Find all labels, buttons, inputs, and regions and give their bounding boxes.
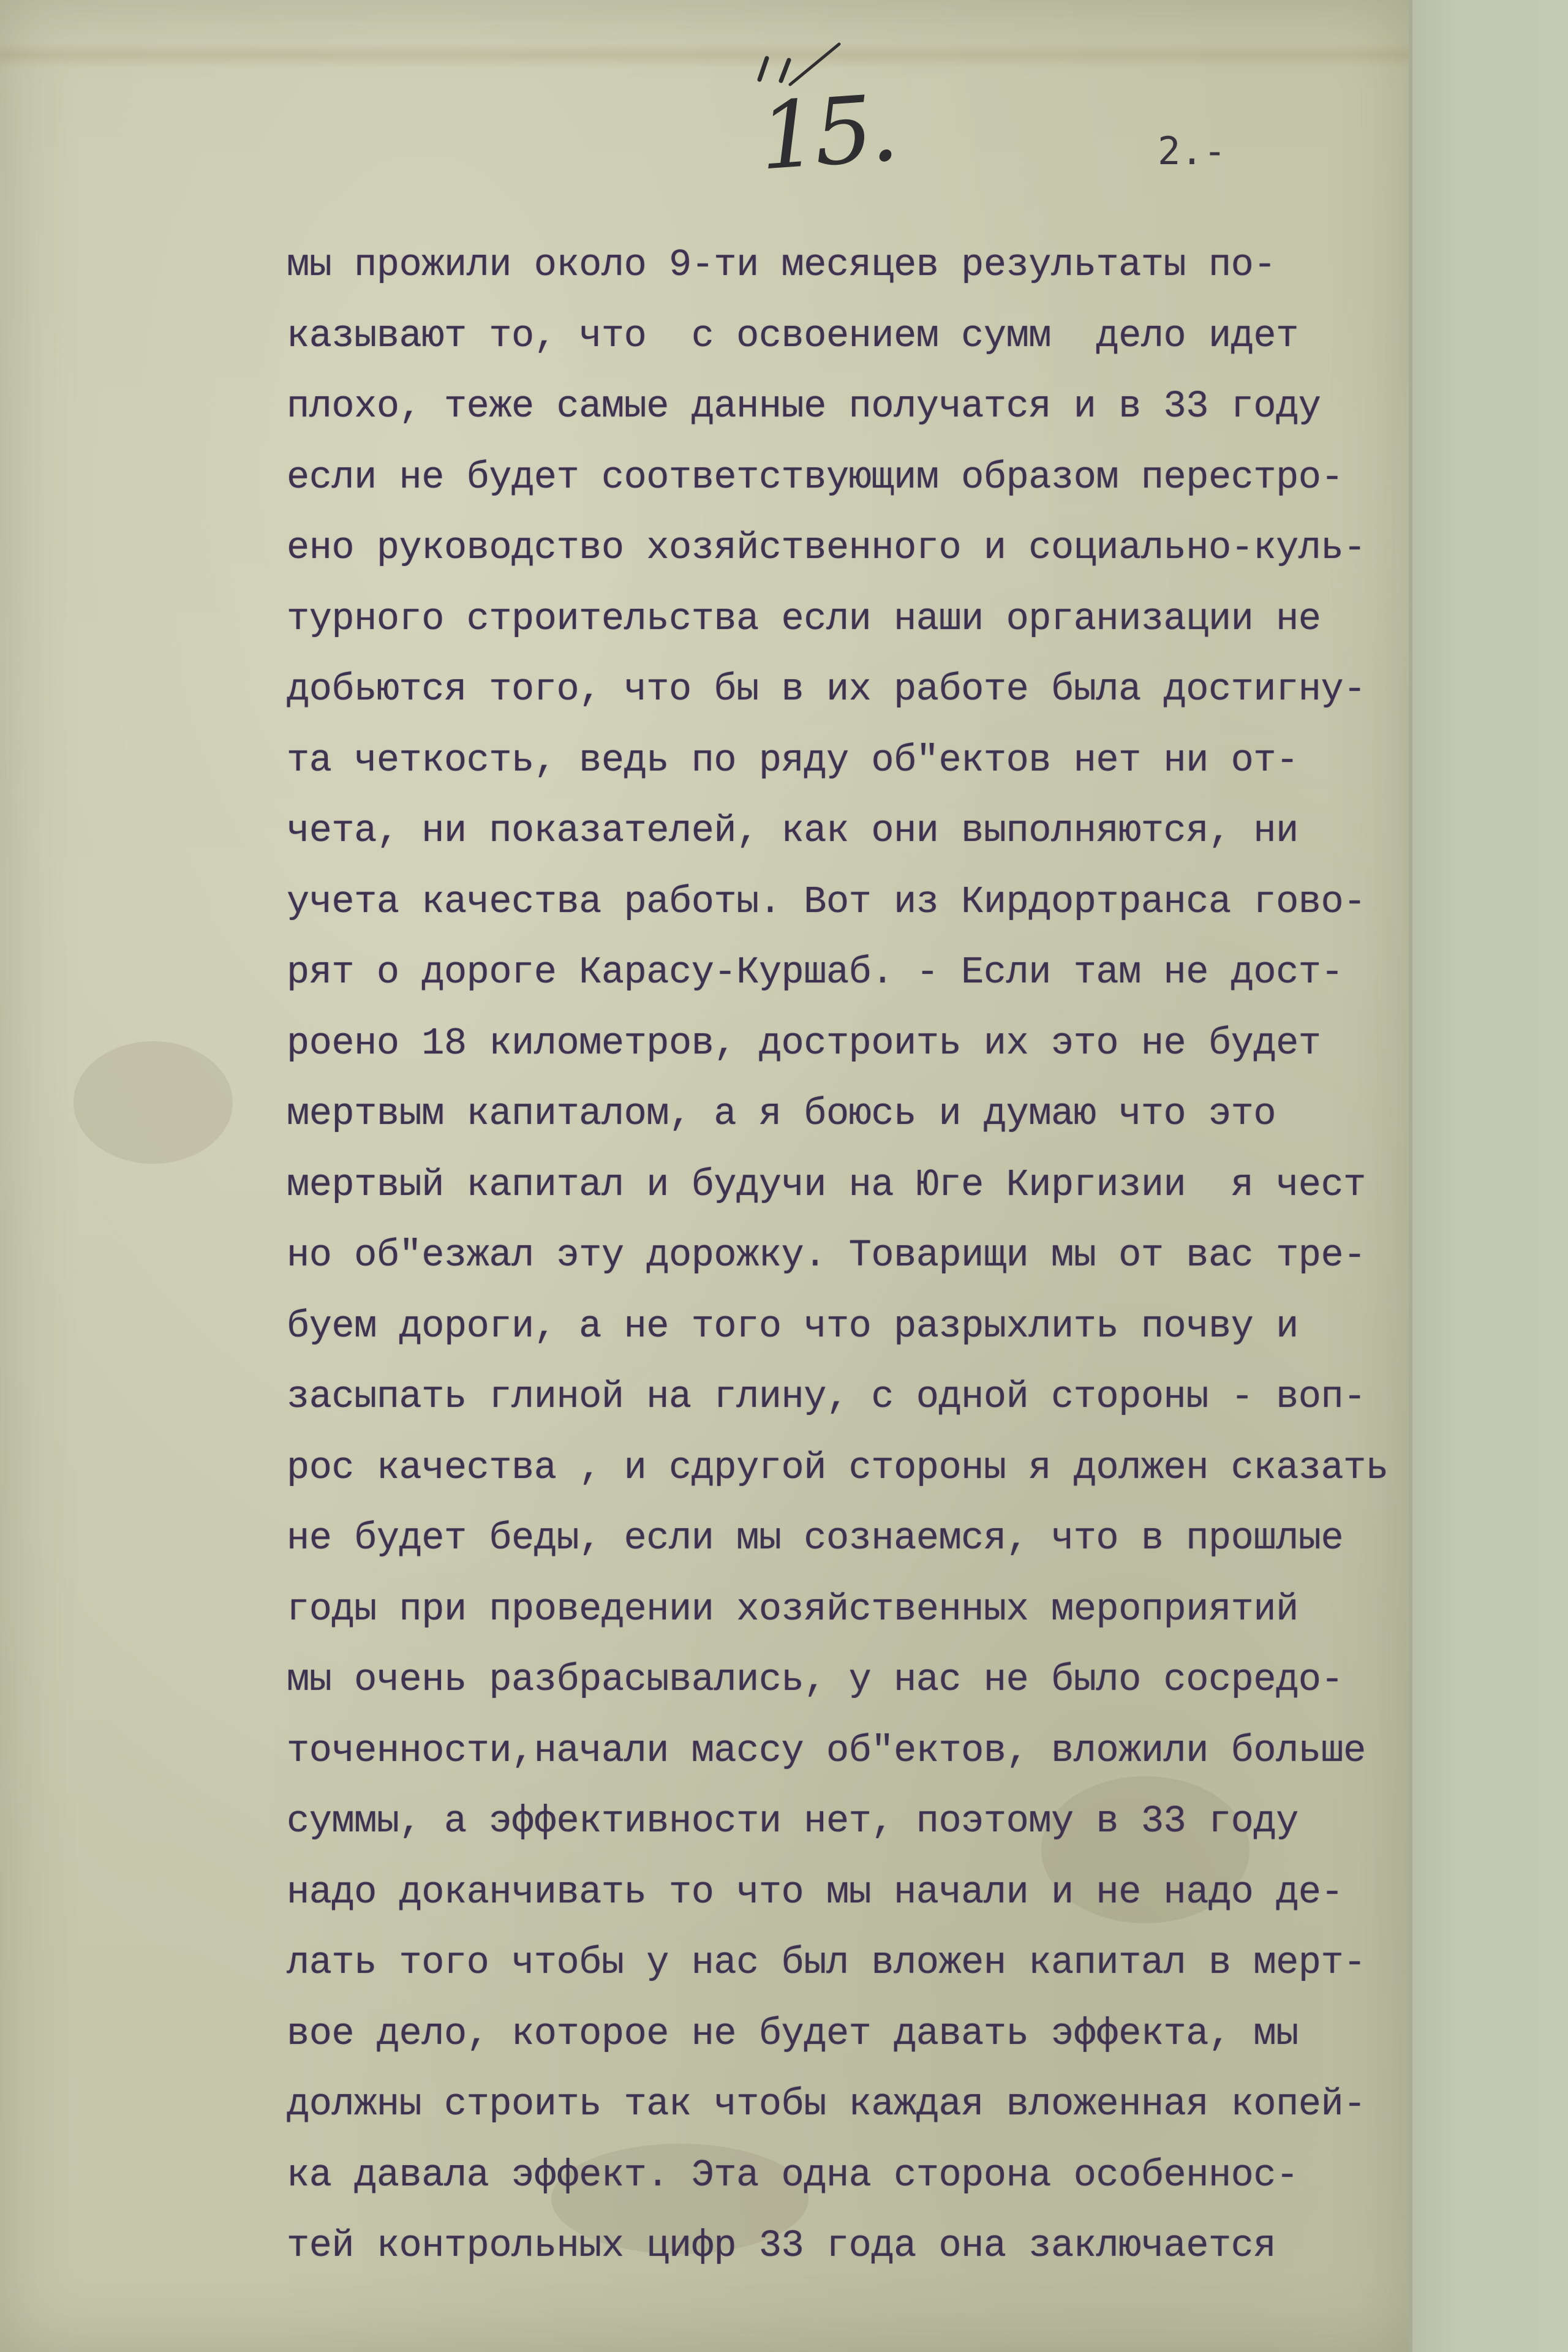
- text-line: рос качества , и сдругой стороны я должен сказать: [287, 1446, 1389, 1490]
- text-line: мы прожили около 9-ти месяцев результаты по-: [287, 243, 1276, 287]
- text-line: мертвым капиталом, а я боюсь и думаю что это: [287, 1092, 1276, 1136]
- text-line: ено руководство хозяйственного и социально-куль-: [287, 526, 1366, 570]
- text-line: роено 18 километров, достроить их это не будет: [287, 1021, 1321, 1065]
- page-number: 2.-: [1158, 129, 1226, 173]
- text-line: буем дороги, а не того что разрыхлить почву и: [287, 1304, 1298, 1348]
- text-line: лать того чтобы у нас был вложен капитал в мерт-: [287, 1941, 1366, 1985]
- text-line: годы при проведении хозяйственных мероприятий: [287, 1587, 1298, 1631]
- scanner-background-strip: [1409, 0, 1568, 2352]
- text-line: но об"езжал эту дорожку. Товарищи мы от вас тре-: [287, 1234, 1366, 1277]
- text-line: мы очень разбрасывались, у нас не было сосредо-: [287, 1658, 1344, 1702]
- text-line: засыпать глиной на глину, с одной стороны - воп-: [287, 1375, 1366, 1419]
- text-line: надо доканчивать то что мы начали и не надо де-: [287, 1870, 1344, 1914]
- text-line: чета, ни показателей, как они выполняются, ни: [287, 809, 1298, 853]
- text-line: мертвый капитал и будучи на Юге Киргизии я чест: [287, 1163, 1366, 1207]
- paper-stain: [74, 1041, 233, 1164]
- typewritten-body: [287, 230, 1414, 2282]
- text-line: должны строить так чтобы каждая вложенная копей-: [287, 2082, 1366, 2126]
- text-line: добьются того, что бы в их работе была достигну-: [287, 668, 1366, 711]
- text-line: плохо, теже самые данные получатся и в 33 году: [287, 385, 1321, 428]
- folio-number: 15.: [756, 75, 899, 191]
- text-line: если не будет соответствующим образом перестро-: [287, 455, 1344, 499]
- text-line: суммы, а эффективности нет, поэтому в 33 году: [287, 1800, 1298, 1843]
- text-line: не будет беды, если мы сознаемся, что в прошлые: [287, 1517, 1344, 1560]
- paper-fold-shadow: [0, 43, 1409, 67]
- text-line: вое дело, которое не будет давать эффекта, мы: [287, 2011, 1298, 2056]
- text-line: точенности,начали массу об"ектов, вложили больше: [287, 1728, 1366, 1773]
- text-line: рят о дороге Карасу-Куршаб. - Если там не дост-: [287, 951, 1344, 994]
- text-line: та четкость, ведь по ряду об"ектов нет ни от-: [287, 738, 1298, 782]
- text-line: тей контрольных цифр 33 года она заключается: [287, 2224, 1276, 2267]
- text-line: турного строительства если наши организации не: [287, 597, 1321, 641]
- text-line: казывают то, что с освоением сумм дело идет: [287, 314, 1298, 358]
- text-line: учета качества работы. Вот из Кирдортранса гово-: [287, 880, 1366, 924]
- text-line: ка давала эффект. Эта одна сторона особеннос-: [287, 2153, 1298, 2197]
